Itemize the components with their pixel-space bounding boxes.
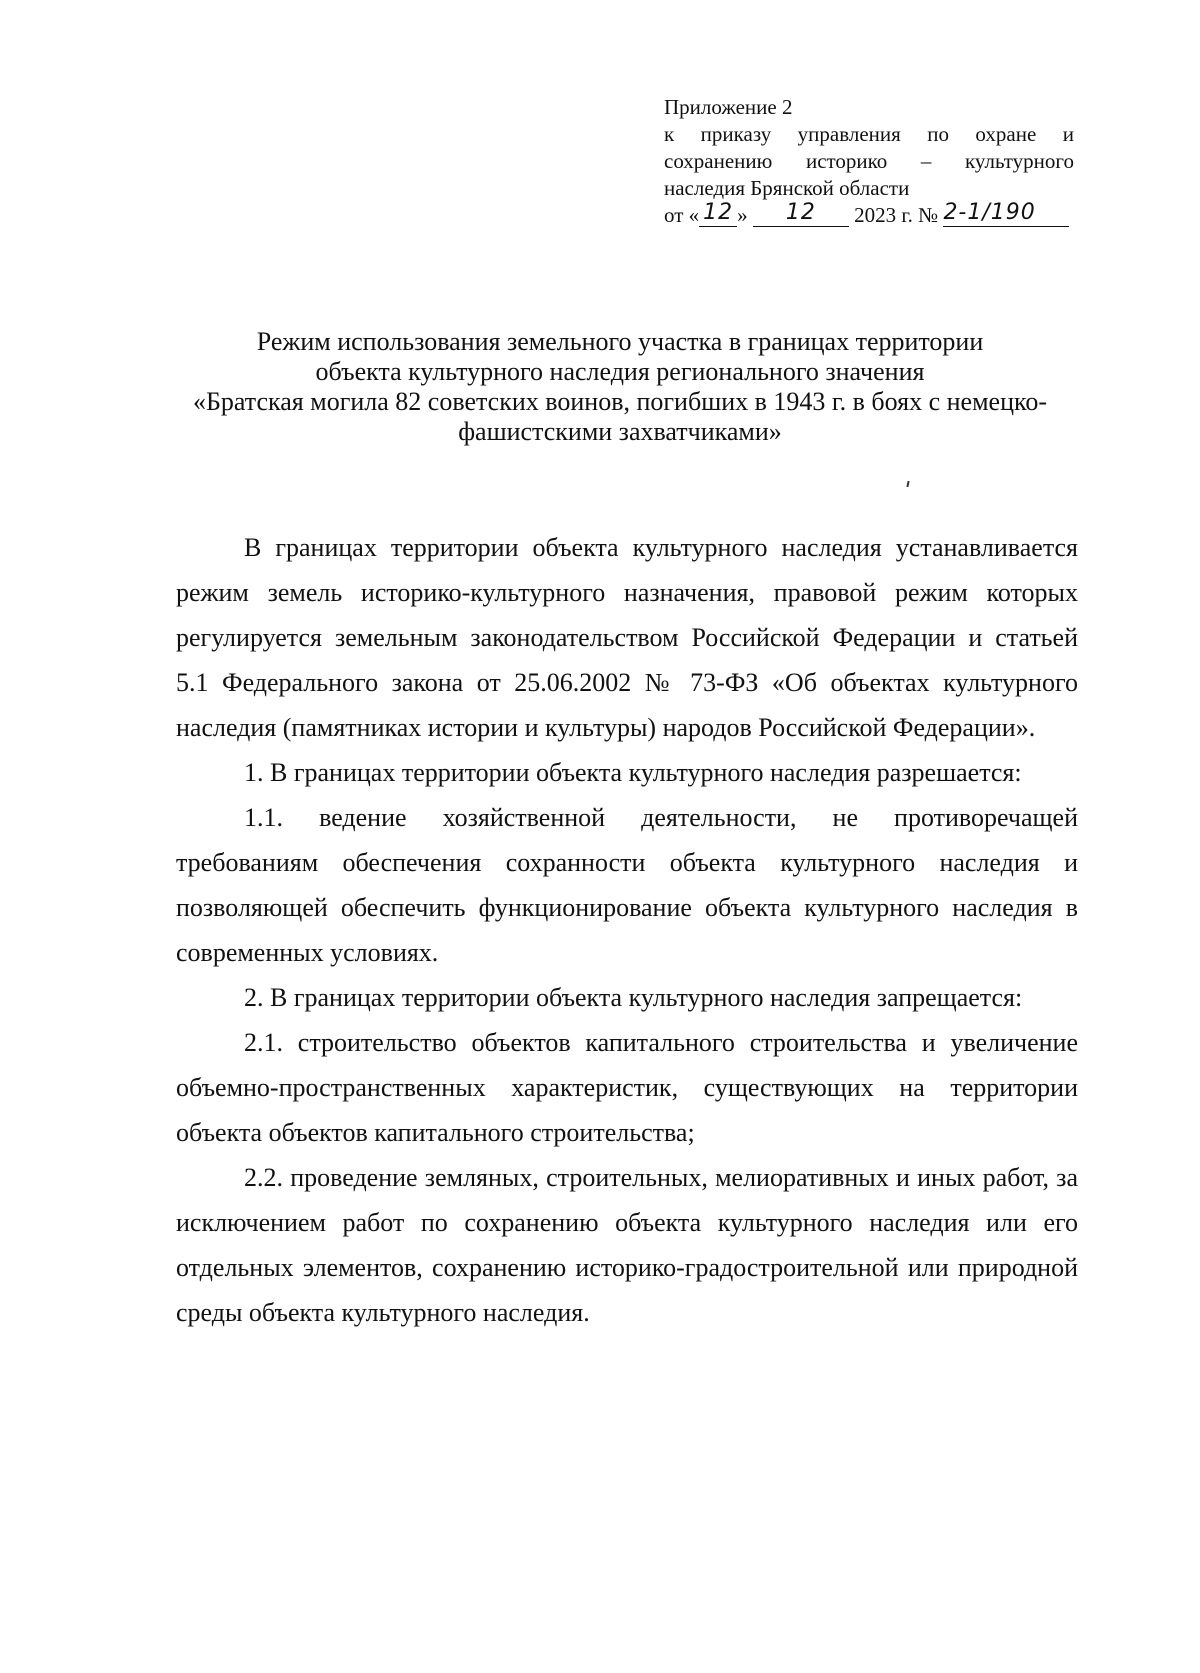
title-line-1: Режим использования земельного участка в границах территории xyxy=(256,327,984,356)
order-year-text: 2023 г. № xyxy=(854,203,939,227)
date-quote-close: » xyxy=(737,203,748,227)
appendix-heading: Приложение 2 xyxy=(664,95,793,119)
intro-paragraph: В границах территории объекта культурного наследия устанавливается режим земель историко-культурного назначения, правовой режим которых регулируется земельным законодательством Российской Федерации и статьей 5.1 Федерального закона от 25.06.2002 № 73-ФЗ «Об объектах культурного наследия (памятниках истории и культуры) народов Российской Федерации». xyxy=(176,533,1078,742)
document-body xyxy=(176,525,1078,1335)
order-day-field xyxy=(699,202,737,227)
appendix-block xyxy=(664,94,1074,229)
order-day-handwritten: 12 xyxy=(703,200,734,225)
order-month-handwritten: 12 xyxy=(785,200,816,225)
appendix-line-1: к приказу управления по охране и xyxy=(664,122,1074,146)
appendix-line-2: сохранению историко – культурного xyxy=(664,149,1074,173)
section-1-1-paragraph: 1.1. ведение хозяйственной деятельности, не противоречащей требованиям обеспечения сохранности объекта культурного наследия и позволяющей обеспечить функционирование объекта культурного наследия в современных условиях. xyxy=(176,803,1078,967)
section-1-heading: 1. В границах территории объекта культурного наследия разрешается: xyxy=(244,758,1022,787)
order-date-line xyxy=(664,202,1074,229)
title-line-4: фашистскими захватчиками» xyxy=(458,417,782,446)
date-prefix: от « xyxy=(664,203,700,227)
title-line-2: объекта культурного наследия регионального значения xyxy=(315,357,925,386)
section-2-2-paragraph: 2.2. проведение земляных, строительных, мелиоративных и иных работ, за исключением работ по сохранению объекта культурного наследия или его отдельных элементов, сохранению историко-градостроительной или природной среды объекта культурного наследия. xyxy=(176,1163,1078,1327)
title-line-3: «Братская могила 82 советских воинов, погибших в 1943 г. в боях с немецко- xyxy=(193,387,1047,416)
appendix-line-3: наследия Брянской области xyxy=(664,176,910,200)
document-title xyxy=(160,327,1080,447)
stray-pen-mark xyxy=(906,481,909,487)
section-2-1-paragraph: 2.1. строительство объектов капитального строительства и увеличение объемно-пространственных характеристик, существующих на территории объекта объектов капитального строительства; xyxy=(176,1028,1078,1147)
order-number-handwritten: 2-1/190 xyxy=(943,200,1036,225)
order-month-field xyxy=(753,202,849,227)
section-2-heading: 2. В границах территории объекта культурного наследия запрещается: xyxy=(244,983,1023,1012)
order-number-field xyxy=(943,202,1069,227)
